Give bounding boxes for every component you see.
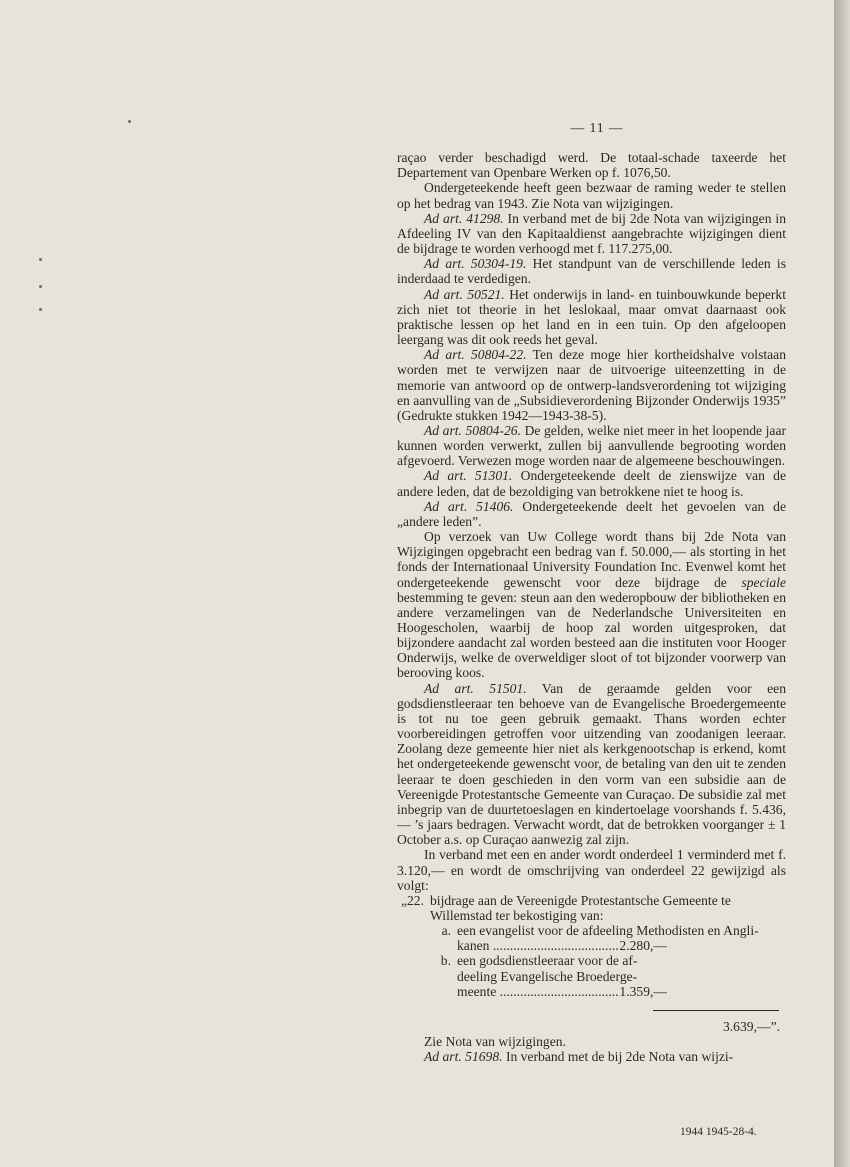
article-text: Van de geraamde gelden voor een godsdienstleeraar ten behoeve van de Evangelische Broedergemeente is tot nu toe geen gebruik gemaakt. Thans worden echter voorbereidingen getroffen voor uitzending van zoodanigen leeraar. Zoolang deze gemeente hier niet als kerkgenootschap is erkend, komt het ondergeteekende gewenscht voor, de betaling van den uit te zenden leeraar te doen geschieden in den vorm van een subsidie aan de Vereenigde Protestantsche Gemeente van Curaçao. De subsidie zal met inbegrip van de duurtetoeslagen en kindertoelage voorshands f. 5.436,— ’s jaars bedragen. Verwacht wordt, dat de betrokken voorganger ± 1 October a.s. op Curaçao aanwezig zal zijn. (397, 680, 787, 848)
sum-rule (653, 1010, 779, 1011)
paragraph: raçao verder beschadigd werd. De totaal-schade taxeerde het Departement van Openbare Werken op f. 1076,50. (397, 150, 786, 181)
amount: 1.359,— (619, 983, 667, 999)
article-text: Ondergeteekende deelt het gevoelen van de „andere leden”. (397, 498, 786, 529)
footer-reference: 1944 1945-28-4. (680, 1126, 757, 1138)
article-paragraph (397, 211, 786, 256)
article-text: Ten deze moge hier kortheidshalve volstaan worden met te verwijzen naar de uitvoerige uiteenzetting in de memorie van antwoord op de ontwerp-landsverordening tot wijziging en aanvulling van de „Subsidieverordening Bijzonder Onderwijs 1935” (Gedrukte stukken 1942—1943-38-5). (397, 347, 787, 423)
article-text: In verband met de bij 2de Nota van wijzigingen in Afdeeling IV van den Kapitaaldienst aangebrachte wijzigingen dient de bijdrage te worden verhoogd met f. 117.275,00. (397, 210, 787, 257)
total-amount: 3.639,—”. (722, 1018, 780, 1034)
leader-text: kanen ..... (457, 938, 619, 953)
list-item (424, 953, 786, 998)
college-text: bestemming te geven: steun aan den wederopbouw der bibliotheken en andere verzamelingen van de Nederlandsche Universiteiten en Hoogescholen, waarbij de hoop zal worden uitgesproken, dat bijzondere aandacht zal worden besteed aan die instituten voor Hooger Onderwijs, welke de overweldiger sloot of tot bijzonder voorwerp van berooving koos. (397, 589, 786, 681)
list-heading (397, 893, 786, 923)
emphasis: speciale (741, 574, 787, 590)
amount: 2.280,— (619, 938, 667, 954)
scan-speck (39, 308, 42, 311)
article-ref: Ad art. 50804-26. (424, 422, 522, 438)
leader-line (457, 984, 667, 999)
scan-speck (128, 120, 131, 123)
article-text: In verband met de bij 2de Nota van wijzi- (505, 1049, 734, 1065)
list-item (424, 923, 786, 953)
scan-speck (39, 285, 42, 288)
list-heading-text: bijdrage aan de Vereenigde Protestantsche Gemeente te Willemstad ter bekostiging van: (430, 892, 731, 923)
scan-speck (39, 258, 42, 261)
article-ref: Ad art. 51406. (424, 498, 514, 514)
article-text: Het onderwijs in land- en tuinbouwkunde beperkt zich niet tot theorie in het leslokaal, maar omvat daarnaast ook praktische lessen op het land en in een tuin. Op den afgeloopen leergang was dit ook reeds het geval. (397, 286, 786, 348)
list-item-label: b. (440, 953, 451, 969)
article-text: Het standpunt van de verschillende leden is inderdaad te verdedigen. (397, 256, 786, 287)
article-paragraph (397, 256, 786, 286)
article-paragraph (397, 287, 786, 348)
list-item-text: een godsdienstleeraar voor de af- (457, 953, 638, 969)
page-edge (834, 0, 850, 1167)
article-ref: Ad art. 50804-22. (424, 347, 527, 363)
college-text: Op verzoek van Uw College wordt thans bij 2de Nota van Wijzigingen opgebracht een bedrag van f. 50.000,— als storting in het fonds der Internationaal University Foundation Inc. Evenwel komt het ondergeteekende gewenscht voor deze bijdrage de (397, 529, 786, 590)
article-ref: Ad art. 51698. (424, 1049, 503, 1065)
amendment-paragraph: In verband met een en ander wordt onderdeel 1 verminderd met f. 3.120,— en wordt de omschrijving van onderdeel 22 gewijzigd als volgt: (397, 847, 786, 893)
article-paragraph (397, 347, 786, 423)
article-ref: Ad art. 51301. (424, 468, 513, 484)
article-paragraph (397, 681, 786, 848)
amendment-list (397, 893, 786, 1034)
article-paragraph (397, 499, 786, 529)
article-ref: Ad art. 41298. (424, 210, 504, 226)
article-paragraph (397, 1049, 786, 1064)
article-text: De gelden, welke niet meer in het loopende jaar kunnen worden verwerkt, zullen bij aanvullende begrooting worden afgevoerd. Verwezen moge worden naar de algemeene beschouwingen. (397, 422, 787, 469)
page-number: — 11 — (570, 120, 624, 135)
list-item-body (457, 953, 786, 998)
list-item-body (457, 923, 786, 953)
leader-line (457, 938, 667, 953)
leader-text: meente ..... (457, 984, 619, 999)
list-item-label: a. (441, 923, 451, 939)
article-text: Ondergeteekende deelt de zienswijze van de andere leden, dat de bezoldiging van betrokkene niet te hoog is. (397, 468, 786, 499)
article-ref: Ad art. 50304-19. (424, 256, 527, 272)
closing-note: Zie Nota van wijzigingen. (424, 1034, 566, 1050)
article-paragraph (397, 468, 786, 498)
article-ref: Ad art. 51501. (424, 680, 527, 696)
text-column (397, 120, 786, 1064)
list-item-text: deeling Evangelische Broederge- (457, 968, 638, 984)
paragraph: Ondergeteekende heeft geen bezwaar de raming weder te stellen op het bedrag van 1943. Zie Nota van wijzigingen. (397, 180, 786, 211)
list-number: „22. (400, 892, 424, 908)
list-item-text: een evangelist voor de afdeeling Methodisten en Angli- (457, 923, 759, 939)
college-paragraph (397, 529, 786, 681)
article-paragraph (397, 423, 786, 468)
article-ref: Ad art. 50521. (424, 286, 505, 302)
